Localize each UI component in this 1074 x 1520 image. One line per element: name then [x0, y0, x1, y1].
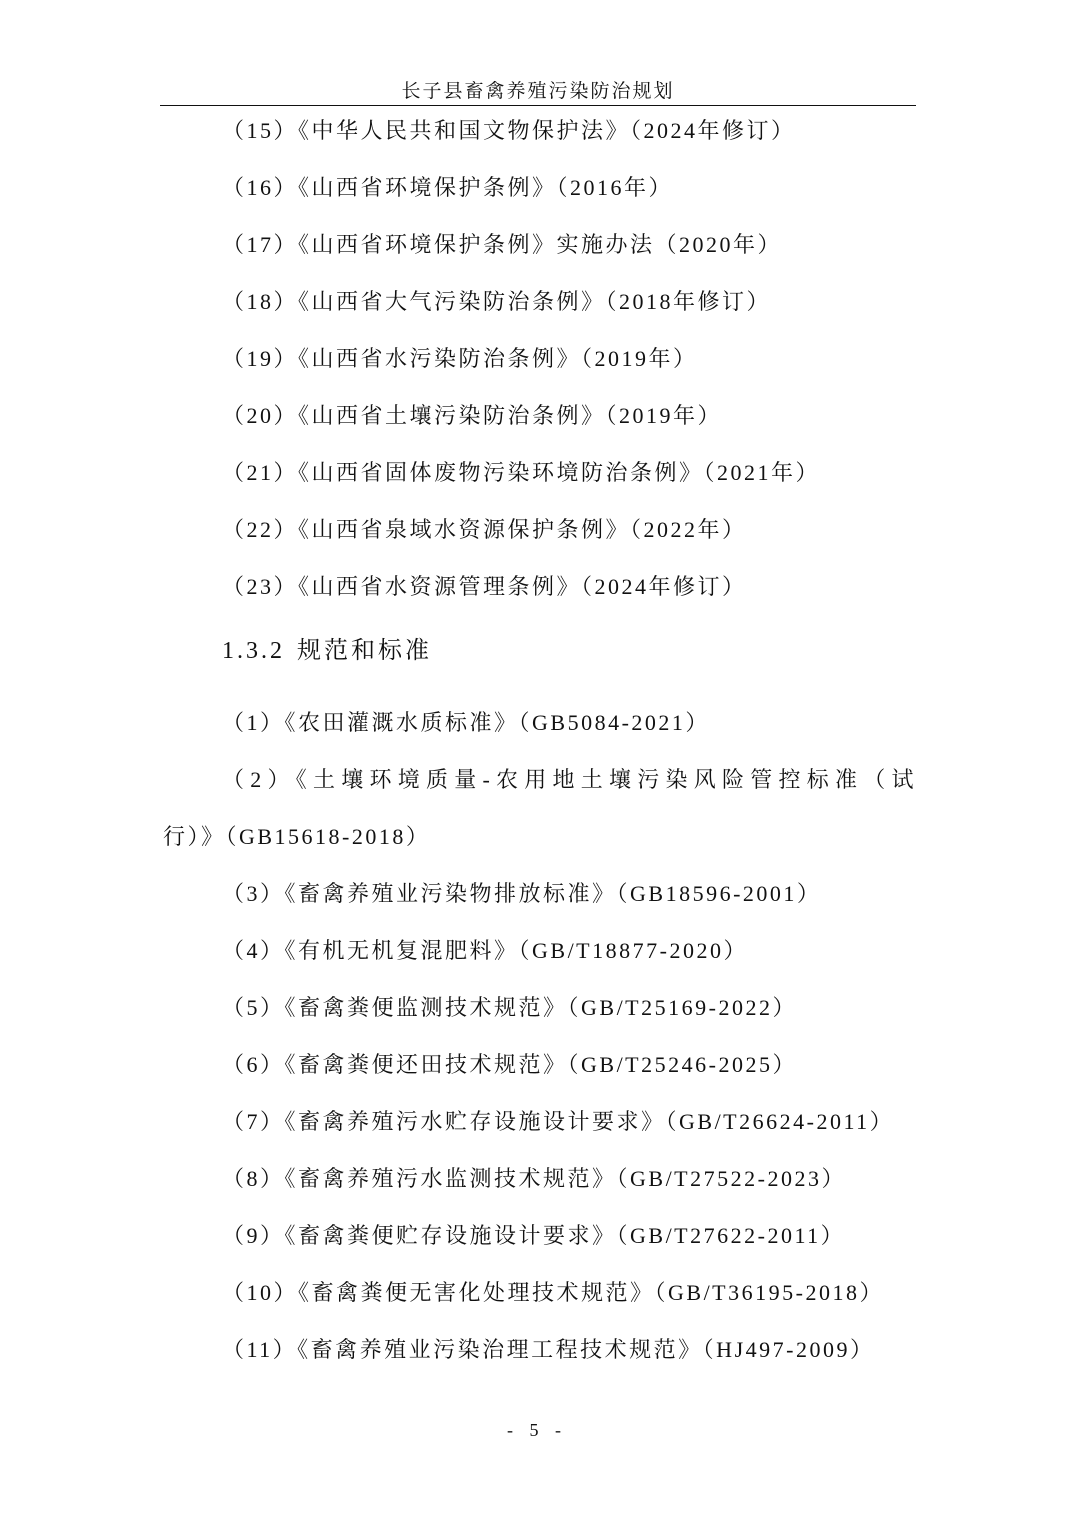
law-item: （19）《山西省水污染防治条例》（2019年）: [222, 346, 698, 371]
law-item: （23）《山西省水资源管理条例》（2024年修订）: [222, 574, 747, 599]
law-item: （18）《山西省大气污染防治条例》（2018年修订）: [222, 289, 772, 314]
standards-list: [163, 694, 916, 1378]
page-number: - 5 -: [507, 1420, 567, 1440]
law-item: （22）《山西省泉域水资源保护条例》（2022年）: [222, 517, 747, 542]
standard-item: （10）《畜禽粪便无害化处理技术规范》（GB/T36195-2018）: [222, 1280, 884, 1305]
standard-item: （11）《畜禽养殖业污染治理工程技术规范》（HJ497-2009）: [222, 1337, 875, 1362]
standard-item: （4）《有机无机复混肥料》（GB/T18877-2020）: [222, 938, 748, 963]
page-body: [163, 102, 916, 1378]
standard-item: （8）《畜禽养殖污水监测技术规范》（GB/T27522-2023）: [222, 1166, 846, 1191]
section-number: 1.3.2: [222, 638, 285, 664]
standard-item: （1）《农田灌溉水质标准》（GB5084-2021）: [222, 710, 710, 735]
running-header-title: 长子县畜禽养殖污染防治规划: [401, 81, 675, 102]
laws-list: [163, 102, 916, 615]
section-title: 规范和标准: [297, 638, 432, 664]
standard-item: （2）《土壤环境质量-农用地土壤污染风险管控标准（试: [222, 767, 916, 792]
standard-item: （5）《畜禽粪便监测技术规范》（GB/T25169-2022）: [222, 995, 797, 1020]
section-heading: [163, 623, 916, 680]
standard-item: （3）《畜禽养殖业污染物排放标准》（GB18596-2001）: [222, 881, 822, 906]
law-item: （21）《山西省固体废物污染环境防治条例》（2021年）: [222, 460, 821, 485]
standard-item: （7）《畜禽养殖污水贮存设施设计要求》（GB/T26624-2011）: [222, 1109, 895, 1134]
standard-item: （9）《畜禽粪便贮存设施设计要求》（GB/T27622-2011）: [222, 1223, 846, 1248]
standard-item-continuation: 行）》（GB15618-2018）: [163, 824, 431, 849]
law-item: （20）《山西省土壤污染防治条例》（2019年）: [222, 403, 723, 428]
law-item: （15）《中华人民共和国文物保护法》（2024年修订）: [222, 118, 796, 143]
standard-item: （6）《畜禽粪便还田技术规范》（GB/T25246-2025）: [222, 1052, 797, 1077]
law-item: （16）《山西省环境保护条例》（2016年）: [222, 175, 674, 200]
law-item: （17）《山西省环境保护条例》实施办法（2020年）: [222, 232, 783, 257]
